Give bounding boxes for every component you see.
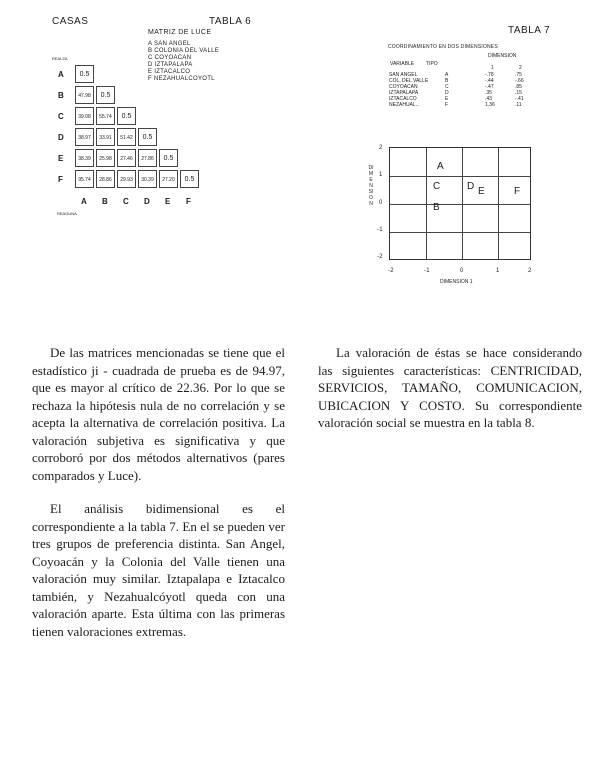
axis-left-label: REALZA	[52, 56, 68, 61]
coord-variable: SAN ANGEL	[389, 72, 418, 78]
casas-label: CASAS	[52, 16, 89, 27]
matrix-cell: 47.98	[75, 86, 94, 104]
grid-line	[390, 232, 530, 233]
matrix-cell: 51.42	[117, 128, 136, 146]
col-label: E	[165, 197, 171, 206]
x-tick: 2	[528, 268, 532, 274]
col-tipo: TIPO	[426, 61, 438, 67]
col-label: C	[123, 197, 129, 206]
coord-dim2: -.66	[515, 78, 524, 84]
dim-col-1: 1	[491, 65, 494, 71]
legend-item: A SAN ANGEL	[148, 41, 191, 47]
grid-line	[390, 176, 530, 177]
grid-line	[390, 204, 530, 205]
matrix-cell: 27.46	[117, 149, 136, 167]
legend-item: F NEZAHUALCOYOTL	[148, 76, 215, 82]
matrix-cell: 29.93	[117, 170, 136, 188]
right-column	[318, 344, 582, 448]
coord-tipo: C	[445, 84, 449, 90]
legend-item: C COYOACAN	[148, 55, 192, 61]
coord-tipo: D	[445, 90, 449, 96]
row-label: C	[58, 112, 64, 121]
row-label: A	[58, 70, 64, 79]
legend-item: E IZTACALCO	[148, 69, 191, 75]
row-label: B	[58, 91, 64, 100]
paragraph: El análisis bidimensional es el correspondiente a la tabla 7. En el se pueden ver tres grupos de preferencia distinta. San Angel, Coyoacán y la Colonia del Valle tienen una valoración muy similar. Iztapalapa e Iztacalco también, y Nezahualcóyotl queda con una valoración aparte. Esta última con las primeras tienen valoraciones extremas.	[32, 501, 285, 639]
dim-header: DIMENSION	[488, 53, 517, 59]
x-tick: -2	[388, 268, 394, 274]
col-label: B	[102, 197, 108, 206]
y-tick: 0	[379, 200, 383, 206]
x-tick: 0	[460, 268, 464, 274]
coord-variable: NEZAHUAL...	[389, 102, 420, 108]
coord-tipo: E	[445, 96, 449, 102]
x-tick: -1	[424, 268, 430, 274]
tabla6-subtitle: MATRIZ DE LUCE	[148, 29, 212, 36]
coord-dim2: .85	[515, 84, 522, 90]
coord-dim1: -.78	[485, 72, 494, 78]
y-tick: 1	[379, 172, 383, 178]
mds-plot-frame	[389, 147, 531, 260]
y-tick: -1	[377, 227, 383, 233]
coord-tipo: A	[445, 72, 449, 78]
coord-tipo: F	[445, 102, 449, 108]
coord-variable: COYOACAN	[389, 84, 418, 90]
matrix-diag-cell: 0.5	[75, 65, 94, 83]
coord-dim1: .35	[485, 90, 492, 96]
matrix-diag-cell: 0.5	[117, 107, 136, 125]
dim-col-2: 2	[519, 65, 522, 71]
matrix-diag-cell: 0.5	[159, 149, 178, 167]
point-label: F	[514, 186, 521, 197]
legend-item: D IZTAPALAPA	[148, 62, 193, 68]
col-label: F	[186, 197, 191, 206]
paragraph: De las matrices mencionadas se tiene que el estadístico ji - cuadrada de prueba es de 94.97, que es mayor al crítico de 22.36. Por lo que se rechaza la hipótesis nula de no correlación y se acepta la alternativa de correlación positiva. La valoración subjetiva es significativa y que corroboró por dos métodos alternativos (pares comparados y Luce).	[32, 345, 285, 483]
matrix-diag-cell: 0.5	[96, 86, 115, 104]
point-label: D	[467, 181, 475, 192]
point-label: B	[433, 202, 440, 213]
matrix-diag-cell: 0.5	[138, 128, 157, 146]
matrix-cell: 95.74	[75, 170, 94, 188]
matrix-cell: 27.86	[138, 149, 157, 167]
row-label: D	[58, 133, 64, 142]
coord-dim1: -.47	[485, 84, 494, 90]
row-label: E	[58, 154, 64, 163]
matrix-cell: 28.86	[96, 170, 115, 188]
left-column	[32, 344, 285, 656]
paragraph: La valoración de éstas se hace considerando las siguientes características: CENTRICIDAD, SERVICIOS, TAMAÑO, COMUNICACION, UBICACION Y COSTO. Su correspondiente valoración social se muestra en la tabla 8.	[318, 345, 582, 430]
matrix-cell: 55.74	[96, 107, 115, 125]
coord-variable: IZTACALCO	[389, 96, 417, 102]
matrix-cell: 30.39	[138, 170, 157, 188]
coord-dim2: .11	[515, 102, 522, 108]
point-label: C	[433, 181, 441, 192]
tabla7-heading: COORDINAMIENTO EN DOS DIMENSIONES	[388, 44, 498, 50]
y-axis-label: DIMENSION	[368, 165, 374, 207]
coord-variable: COL. DEL VALLE	[389, 78, 429, 84]
matrix-cell: 27.20	[159, 170, 178, 188]
y-tick: -2	[377, 254, 383, 260]
matrix-cell: 33.91	[96, 128, 115, 146]
matrix-cell: 39.08	[75, 107, 94, 125]
col-variable: VARIABLE	[390, 61, 415, 67]
col-label: A	[81, 197, 87, 206]
axis-bottom-label: REAGUNA	[57, 211, 77, 216]
coord-dim1: 1.36	[485, 102, 495, 108]
tabla6-title: TABLA 6	[209, 16, 252, 27]
legend-item: B COLONIA DEL VALLE	[148, 48, 220, 54]
coord-dim2: .75	[515, 72, 522, 78]
x-tick: 1	[496, 268, 500, 274]
matrix-cell: 25.98	[96, 149, 115, 167]
tabla6-legend	[148, 41, 219, 83]
tabla7-title: TABLA 7	[508, 25, 551, 36]
row-label: F	[58, 175, 63, 184]
point-label: A	[437, 161, 444, 172]
x-axis-label: DIMENSION 1	[440, 279, 473, 285]
col-label: D	[144, 197, 150, 206]
coord-dim1: .43	[485, 96, 492, 102]
coord-dim2: .15	[515, 90, 522, 96]
y-tick: 2	[379, 145, 383, 151]
coord-dim1: -.44	[485, 78, 494, 84]
coord-variable: IZTAPALAPA	[389, 90, 419, 96]
point-label: E	[478, 186, 485, 197]
matrix-cell: 38.39	[75, 149, 94, 167]
coord-tipo: B	[445, 78, 449, 84]
coord-dim2: -.41	[515, 96, 524, 102]
matrix-cell: 38.97	[75, 128, 94, 146]
matrix-diag-cell: 0.5	[180, 170, 199, 188]
